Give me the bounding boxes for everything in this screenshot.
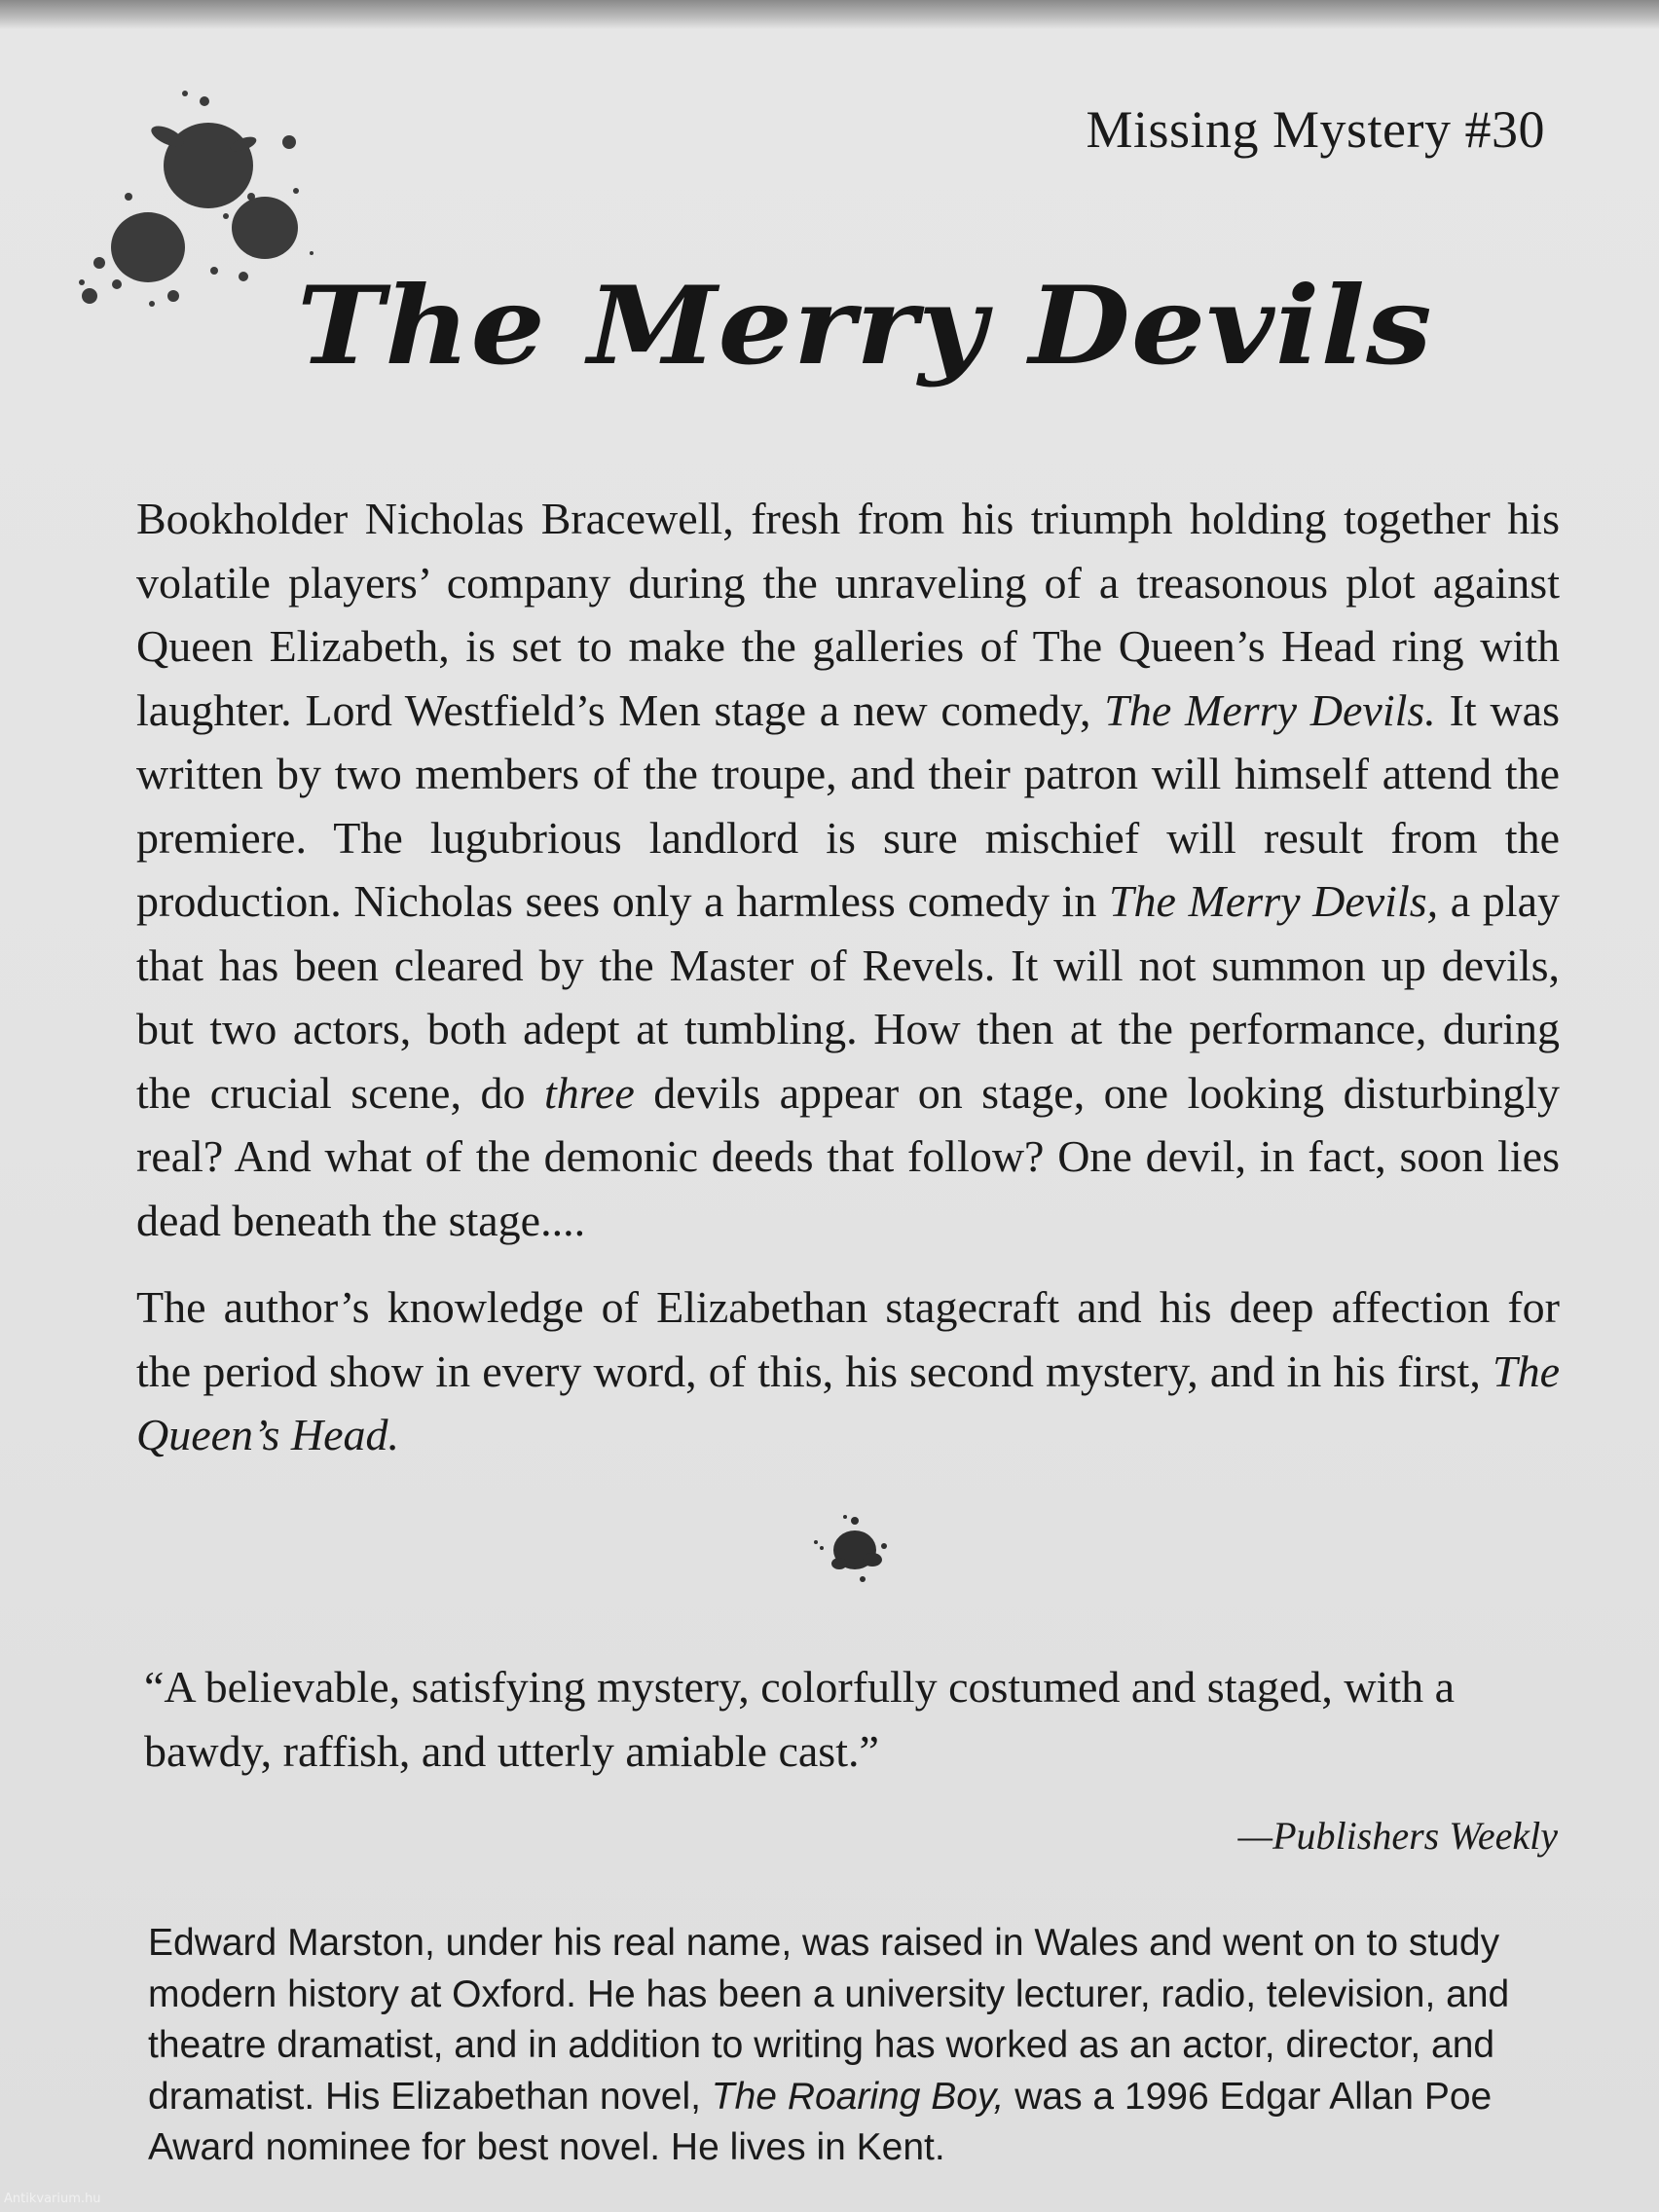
author-bio-text-1: Edward Marston, under his real name, was raised in Wales and went on to study modern history at Oxford. He has been a university lecturer, radio, television, and theatre dramatist, and in addition to writing has worked as an actor, director, and dramatist. His Elizabethan novel, [148,1922,1510,2118]
author-bio [148,1918,1558,2174]
review-quote: “A believable, satisfying mystery, colorfully costumed and staged, with a bawdy, raffish, and utterly amiable cast.” [144,1662,1456,1776]
blurb1-italic-title-1: The Merry Devils. [1104,684,1436,735]
book-title: The Merry Devils [297,263,1433,389]
blurb1-text-4: devils appear on stage, one looking disturbingly real? And what of the demonic deeds that follow? One devil, in fact, soon lies dead beneath the stage.... [136,1067,1560,1245]
small-ink-splatter-icon [810,1507,894,1585]
blurb1-text-2: It was written by two members of the troupe, and their patron will himself attend the premiere. The lugubrious landlord is sure mischief will result from the production. Nicholas sees only a harmless comedy in [136,684,1560,926]
ink-splatter-icon [70,80,333,313]
blurb-paragraph-1 [136,487,1560,1252]
author-bio-text-2: was a 1996 Edgar Allan Poe Award nominee for best novel. He lives in Kent. [148,2075,1493,2168]
blurb-paragraph-2 [136,1275,1560,1467]
author-bio-italic-title: The Roaring Boy, [711,2075,1005,2118]
series-label: Missing Mystery #30 [1086,100,1545,159]
blurb2-text-1: The author’s knowledge of Elizabethan stagecraft and his deep affection for the period show in every word, of this, his second mystery, and in his first, [136,1282,1560,1396]
blurb2-italic-title: The Queen’s Head. [136,1346,1560,1459]
quote-attribution: —Publishers Weekly [1237,1814,1558,1858]
blurb1-text-1: Bookholder Nicholas Bracewell, fresh from his triumph holding together his volatile players’ company during the unraveling of a treasonous plot against Queen Elizabeth, is set to make the galleries of The Queen’s Head ring with laughter. Lord Westfield’s Men stage a new comedy, [136,494,1560,735]
blurb1-text-3: a play that has been cleared by the Master of Revels. It will not summon up devils, but two actors, both adept at tumbling. How then at the performance, during the crucial scene, do [136,876,1560,1118]
watermark: Antikvarium.hu [4,2192,101,2206]
page-edge-shadow [0,0,1659,29]
blurb1-italic-title-2: The Merry Devils, [1108,876,1439,926]
blurb1-italic-three: three [543,1067,635,1118]
